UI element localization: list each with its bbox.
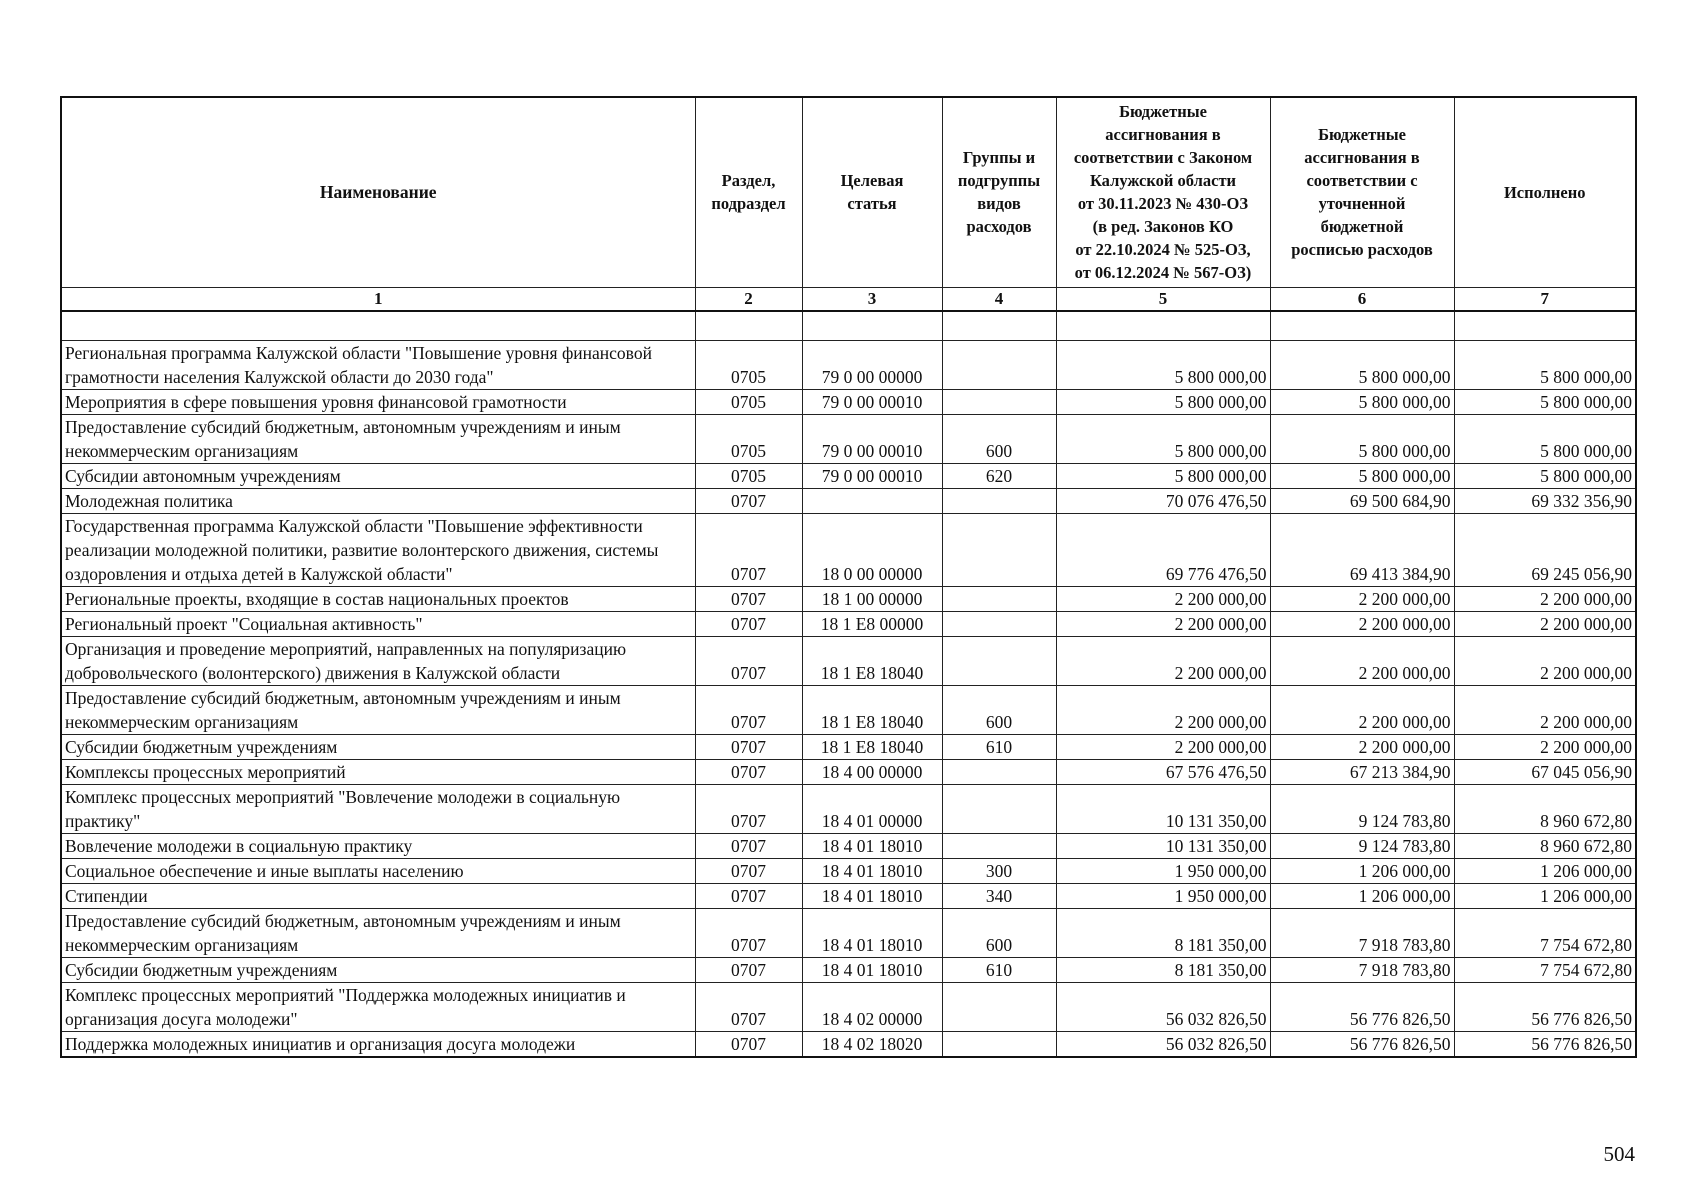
row-law-allocation: 70 076 476,50 [1056,489,1270,514]
table-row [61,859,1636,884]
table-row [61,415,1636,464]
row-target-code: 18 4 01 00000 [802,785,942,834]
row-target-code [802,489,942,514]
row-refined-allocation: 1 206 000,00 [1270,884,1454,909]
row-target-code: 18 1 00 00000 [802,587,942,612]
row-refined-allocation: 67 213 384,90 [1270,760,1454,785]
row-executed: 2 200 000,00 [1454,637,1636,686]
table-row [61,390,1636,415]
row-expense-group: 300 [942,859,1056,884]
row-target-code: 18 4 01 18010 [802,884,942,909]
column-number: 5 [1056,287,1270,311]
header-line: расходов [966,217,1032,237]
row-name: Организация и проведение мероприятий, направленных на популяризацию добровольческого (волонтерского) движения в Калужской области [61,637,695,686]
page-number: 504 [1603,1142,1635,1166]
row-law-allocation: 2 200 000,00 [1056,637,1270,686]
row-name: Субсидии автономным учреждениям [61,464,695,489]
row-refined-allocation: 2 200 000,00 [1270,686,1454,735]
row-executed: 56 776 826,50 [1454,1032,1636,1058]
header-section [695,97,802,287]
column-number: 6 [1270,287,1454,311]
header-name: Наименование [61,97,695,287]
row-law-allocation: 67 576 476,50 [1056,760,1270,785]
row-expense-group: 600 [942,415,1056,464]
row-target-code: 18 4 02 18020 [802,1032,942,1058]
column-number: 3 [802,287,942,311]
row-section-code: 0707 [695,637,802,686]
header-line: ассигнования в [1304,148,1420,168]
column-number: 7 [1454,287,1636,311]
row-target-code: 79 0 00 00010 [802,464,942,489]
row-name: Комплекс процессных мероприятий "Поддержка молодежных инициатив и организация досуга молодежи" [61,983,695,1032]
header-line: статья [847,194,897,214]
row-executed: 69 332 356,90 [1454,489,1636,514]
table-row [61,760,1636,785]
row-executed: 5 800 000,00 [1454,415,1636,464]
row-executed: 5 800 000,00 [1454,464,1636,489]
table-row [61,1032,1636,1058]
row-refined-allocation: 2 200 000,00 [1270,612,1454,637]
row-law-allocation: 2 200 000,00 [1056,612,1270,637]
row-law-allocation: 1 950 000,00 [1056,884,1270,909]
row-law-allocation: 2 200 000,00 [1056,735,1270,760]
row-executed: 56 776 826,50 [1454,983,1636,1032]
header-line: от 06.12.2024 № 567-ОЗ) [1074,263,1252,283]
row-executed: 7 754 672,80 [1454,909,1636,958]
row-law-allocation: 1 950 000,00 [1056,859,1270,884]
row-law-allocation: 56 032 826,50 [1056,1032,1270,1058]
header-line: Калужской области [1089,171,1237,191]
header-line: подраздел [711,194,786,214]
row-target-code: 18 4 02 00000 [802,983,942,1032]
row-expense-group: 340 [942,884,1056,909]
row-expense-group [942,341,1056,390]
row-executed: 8 960 672,80 [1454,834,1636,859]
row-name: Мероприятия в сфере повышения уровня финансовой грамотности [61,390,695,415]
row-name: Социальное обеспечение и иные выплаты населению [61,859,695,884]
row-section-code: 0707 [695,686,802,735]
row-target-code: 79 0 00 00000 [802,341,942,390]
row-executed: 67 045 056,90 [1454,760,1636,785]
row-section-code: 0705 [695,390,802,415]
header-line: Группы и [962,148,1036,168]
header-line: соответствии с [1306,171,1418,191]
row-target-code: 18 1 E8 18040 [802,686,942,735]
row-expense-group: 620 [942,464,1056,489]
row-refined-allocation: 1 206 000,00 [1270,859,1454,884]
row-section-code: 0707 [695,884,802,909]
row-refined-allocation: 56 776 826,50 [1270,1032,1454,1058]
row-refined-allocation: 9 124 783,80 [1270,785,1454,834]
row-refined-allocation: 9 124 783,80 [1270,834,1454,859]
row-refined-allocation: 5 800 000,00 [1270,464,1454,489]
row-expense-group [942,760,1056,785]
row-name: Вовлечение молодежи в социальную практику [61,834,695,859]
row-executed: 2 200 000,00 [1454,612,1636,637]
row-name: Предоставление субсидий бюджетным, автономным учреждениям и иным некоммерческим организациям [61,909,695,958]
row-executed: 8 960 672,80 [1454,785,1636,834]
row-law-allocation: 5 800 000,00 [1056,341,1270,390]
row-name: Стипендии [61,884,695,909]
row-expense-group [942,637,1056,686]
row-target-code: 18 4 00 00000 [802,760,942,785]
table-row [61,834,1636,859]
row-expense-group [942,489,1056,514]
table-row [61,341,1636,390]
header-line: ассигнования в [1105,125,1221,145]
table-row [61,686,1636,735]
row-section-code: 0707 [695,958,802,983]
row-executed: 2 200 000,00 [1454,587,1636,612]
row-name: Региональный проект "Социальная активность" [61,612,695,637]
row-law-allocation: 5 800 000,00 [1056,390,1270,415]
row-expense-group [942,514,1056,587]
table-row [61,983,1636,1032]
row-law-allocation: 10 131 350,00 [1056,834,1270,859]
row-name: Поддержка молодежных инициатив и организация досуга молодежи [61,1032,695,1058]
header-line: росписью расходов [1291,240,1433,260]
row-section-code: 0705 [695,341,802,390]
row-section-code: 0707 [695,834,802,859]
row-section-code: 0705 [695,415,802,464]
header-line: (в ред. Законов КО [1092,217,1234,237]
row-executed: 5 800 000,00 [1454,390,1636,415]
row-expense-group [942,834,1056,859]
header-target [802,97,942,287]
row-target-code: 18 0 00 00000 [802,514,942,587]
table-row [61,884,1636,909]
column-number: 4 [942,287,1056,311]
table-row [61,785,1636,834]
table-body [61,311,1636,1057]
row-executed: 7 754 672,80 [1454,958,1636,983]
row-law-allocation: 8 181 350,00 [1056,958,1270,983]
row-executed: 2 200 000,00 [1454,686,1636,735]
row-target-code: 18 1 E8 18040 [802,735,942,760]
table-row [61,958,1636,983]
row-name: Государственная программа Калужской области "Повышение эффективности реализации молодежной политики, развитие волонтерского движения, системы оздоровления и отдыха детей в Калужской области" [61,514,695,587]
row-refined-allocation: 5 800 000,00 [1270,415,1454,464]
header-line: от 22.10.2024 № 525-ОЗ, [1075,240,1251,260]
header-line: Раздел, [721,171,776,191]
header-law-allocations [1056,97,1270,287]
row-law-allocation: 5 800 000,00 [1056,464,1270,489]
row-expense-group: 600 [942,686,1056,735]
header-line: бюджетной [1320,217,1404,237]
row-expense-group: 600 [942,909,1056,958]
row-name: Субсидии бюджетным учреждениям [61,735,695,760]
row-target-code: 18 4 01 18010 [802,834,942,859]
table-row [61,735,1636,760]
row-law-allocation: 8 181 350,00 [1056,909,1270,958]
budget-table [60,96,1637,1058]
row-refined-allocation: 5 800 000,00 [1270,341,1454,390]
row-refined-allocation: 2 200 000,00 [1270,587,1454,612]
row-section-code: 0707 [695,785,802,834]
row-refined-allocation: 7 918 783,80 [1270,909,1454,958]
header-line: уточненной [1318,194,1406,214]
row-expense-group [942,1032,1056,1058]
header-line: видов [977,194,1021,214]
row-name: Молодежная политика [61,489,695,514]
table-row [61,489,1636,514]
row-name: Предоставление субсидий бюджетным, автономным учреждениям и иным некоммерческим организациям [61,686,695,735]
header-line: Бюджетные [1318,125,1406,145]
row-executed: 2 200 000,00 [1454,735,1636,760]
row-section-code: 0705 [695,464,802,489]
header-group [942,97,1056,287]
row-refined-allocation: 56 776 826,50 [1270,983,1454,1032]
row-target-code: 79 0 00 00010 [802,415,942,464]
row-law-allocation: 5 800 000,00 [1056,415,1270,464]
header-executed: Исполнено [1454,97,1636,287]
row-law-allocation: 2 200 000,00 [1056,587,1270,612]
row-expense-group: 610 [942,735,1056,760]
row-target-code: 79 0 00 00010 [802,390,942,415]
table-row [61,464,1636,489]
row-target-code: 18 4 01 18010 [802,958,942,983]
row-section-code: 0707 [695,514,802,587]
row-executed: 5 800 000,00 [1454,341,1636,390]
header-refined-allocations [1270,97,1454,287]
row-section-code: 0707 [695,760,802,785]
row-expense-group [942,612,1056,637]
table-row [61,612,1636,637]
row-section-code: 0707 [695,859,802,884]
row-target-code: 18 4 01 18010 [802,909,942,958]
header-line: от 30.11.2023 № 430-ОЗ [1077,194,1249,214]
header-line: соответствии с Законом [1073,148,1253,168]
row-section-code: 0707 [695,489,802,514]
row-refined-allocation: 7 918 783,80 [1270,958,1454,983]
row-target-code: 18 1 E8 00000 [802,612,942,637]
row-executed: 1 206 000,00 [1454,884,1636,909]
header-row [61,97,1636,287]
row-name: Комплексы процессных мероприятий [61,760,695,785]
row-refined-allocation: 69 413 384,90 [1270,514,1454,587]
column-number: 1 [61,287,695,311]
row-target-code: 18 4 01 18010 [802,859,942,884]
row-section-code: 0707 [695,909,802,958]
table-row [61,909,1636,958]
row-name: Комплекс процессных мероприятий "Вовлечение молодежи в социальную практику" [61,785,695,834]
row-expense-group [942,390,1056,415]
row-law-allocation: 69 776 476,50 [1056,514,1270,587]
row-name: Предоставление субсидий бюджетным, автономным учреждениям и иным некоммерческим организациям [61,415,695,464]
row-name: Региональные проекты, входящие в состав национальных проектов [61,587,695,612]
row-expense-group: 610 [942,958,1056,983]
table-row [61,587,1636,612]
row-section-code: 0707 [695,1032,802,1058]
row-refined-allocation: 2 200 000,00 [1270,637,1454,686]
row-law-allocation: 2 200 000,00 [1056,686,1270,735]
row-section-code: 0707 [695,983,802,1032]
row-expense-group [942,785,1056,834]
row-refined-allocation: 69 500 684,90 [1270,489,1454,514]
row-section-code: 0707 [695,612,802,637]
column-number: 2 [695,287,802,311]
row-name: Региональная программа Калужской области "Повышение уровня финансовой грамотности населения Калужской области до 2030 года" [61,341,695,390]
row-expense-group [942,587,1056,612]
row-target-code: 18 1 E8 18040 [802,637,942,686]
row-section-code: 0707 [695,587,802,612]
row-executed: 69 245 056,90 [1454,514,1636,587]
header-line: Целевая [840,171,904,191]
header-line: подгруппы [957,171,1041,191]
row-refined-allocation: 2 200 000,00 [1270,735,1454,760]
row-law-allocation: 10 131 350,00 [1056,785,1270,834]
row-name: Субсидии бюджетным учреждениям [61,958,695,983]
row-law-allocation: 56 032 826,50 [1056,983,1270,1032]
row-executed: 1 206 000,00 [1454,859,1636,884]
row-section-code: 0707 [695,735,802,760]
row-expense-group [942,983,1056,1032]
table-row [61,637,1636,686]
spacer-row [61,311,1636,341]
table-row [61,514,1636,587]
header-line: Бюджетные [1119,102,1207,122]
column-number-row [61,287,1636,311]
row-refined-allocation: 5 800 000,00 [1270,390,1454,415]
